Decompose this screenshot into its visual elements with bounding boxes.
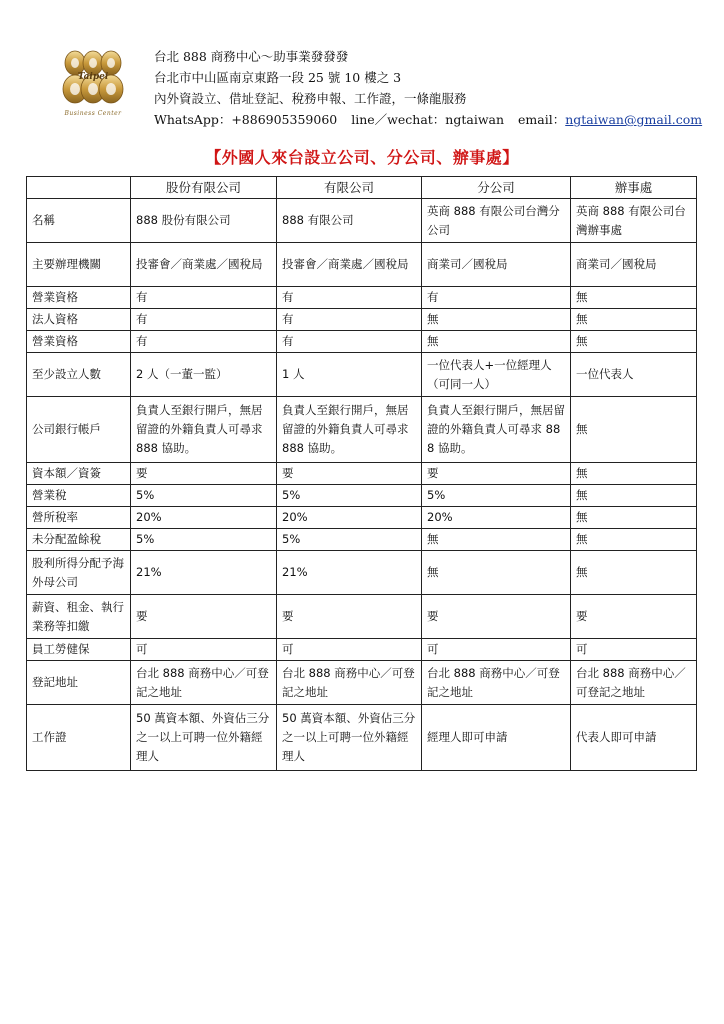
table-cell: 無 <box>422 529 571 551</box>
column-header: 股份有限公司 <box>131 177 277 199</box>
table-cell: 台北 888 商務中心／可登記之地址 <box>277 661 422 705</box>
row-label-cell: 薪資、租金、執行業務等扣繳 <box>27 595 131 639</box>
table-row <box>27 331 697 353</box>
header-line-address: 台北市中山區南京東路一段 25 號 10 樓之 3 <box>154 70 402 85</box>
table-cell: 要 <box>422 595 571 639</box>
row-label-cell: 資本額／資簽 <box>27 463 131 485</box>
table-cell: 21% <box>131 551 277 595</box>
table-row <box>27 199 697 243</box>
table-cell: 英商 888 有限公司台灣分公司 <box>422 199 571 243</box>
row-label-cell: 至少設立人數 <box>27 353 131 397</box>
svg-text:Taipei: Taipei <box>77 72 109 82</box>
table-row <box>27 705 697 771</box>
table-row <box>27 287 697 309</box>
table-cell: 21% <box>277 551 422 595</box>
row-label-cell: 名稱 <box>27 199 131 243</box>
table-body <box>27 199 697 771</box>
row-label-cell: 營業稅 <box>27 485 131 507</box>
logo-tagline: Business Center <box>64 110 122 117</box>
table-cell: 可 <box>277 639 422 661</box>
table-row <box>27 309 697 331</box>
table-cell: 負責人至銀行開戶，無居留證的外籍負責人可尋求 888 協助。 <box>422 397 571 463</box>
table-row <box>27 595 697 639</box>
page-title: 【外國人來台設立公司、分公司、辦事處】 <box>205 148 519 167</box>
line-wechat-id: line／wechat：ngtaiwan <box>351 112 505 127</box>
table-cell: 台北 888 商務中心／可登記之地址 <box>571 661 697 705</box>
table-cell: 5% <box>277 529 422 551</box>
table-cell: 商業司／國稅局 <box>571 243 697 287</box>
table-cell: 無 <box>422 551 571 595</box>
row-label-cell: 法人資格 <box>27 309 131 331</box>
table-cell: 無 <box>571 463 697 485</box>
table-row <box>27 551 697 595</box>
table-cell: 1 人 <box>277 353 422 397</box>
table-cell: 無 <box>571 485 697 507</box>
row-label-cell: 營所稅率 <box>27 507 131 529</box>
table-row <box>27 243 697 287</box>
comparison-table <box>26 176 697 771</box>
table-cell: 50 萬資本額、外資佔三分之一以上可聘一位外籍經理人 <box>277 705 422 771</box>
table-cell: 要 <box>277 595 422 639</box>
row-label-cell: 公司銀行帳戶 <box>27 397 131 463</box>
table-cell: 英商 888 有限公司台灣辦事處 <box>571 199 697 243</box>
table-cell: 要 <box>571 595 697 639</box>
table-cell: 有 <box>277 287 422 309</box>
table-cell: 有 <box>131 309 277 331</box>
company-header <box>154 46 702 130</box>
table-cell: 可 <box>131 639 277 661</box>
email-label: email： <box>518 112 566 127</box>
column-header: 辦事處 <box>571 177 697 199</box>
table-cell: 有 <box>422 287 571 309</box>
table-cell: 無 <box>571 551 697 595</box>
table-cell: 888 股份有限公司 <box>131 199 277 243</box>
table-cell: 有 <box>277 331 422 353</box>
table-cell: 一位代表人 <box>571 353 697 397</box>
table-cell: 有 <box>131 287 277 309</box>
table-row <box>27 485 697 507</box>
table-cell: 要 <box>277 463 422 485</box>
table-cell: 20% <box>422 507 571 529</box>
table-row <box>27 397 697 463</box>
table-cell: 無 <box>571 309 697 331</box>
table-cell: 5% <box>422 485 571 507</box>
table-cell: 商業司／國稅局 <box>422 243 571 287</box>
table-cell: 要 <box>422 463 571 485</box>
table-cell: 投審會／商業處／國稅局 <box>131 243 277 287</box>
table-cell: 5% <box>277 485 422 507</box>
row-label-cell: 營業資格 <box>27 331 131 353</box>
table-cell: 20% <box>131 507 277 529</box>
table-cell: 50 萬資本額、外資佔三分之一以上可聘一位外籍經理人 <box>131 705 277 771</box>
table-cell: 一位代表人+一位經理人（可同一人） <box>422 353 571 397</box>
business-center-logo <box>56 46 130 124</box>
table-cell: 台北 888 商務中心／可登記之地址 <box>422 661 571 705</box>
table-cell: 負責人至銀行開戶，無居留證的外籍負責人可尋求 888 協助。 <box>131 397 277 463</box>
table-cell: 負責人至銀行開戶，無居留證的外籍負責人可尋求 888 協助。 <box>277 397 422 463</box>
table-cell: 無 <box>571 507 697 529</box>
table-cell: 888 有限公司 <box>277 199 422 243</box>
table-cell: 無 <box>422 331 571 353</box>
table-cell: 無 <box>571 331 697 353</box>
row-label-cell: 營業資格 <box>27 287 131 309</box>
header-line-services: 內外資設立、借址登記、稅務申報、工作證，一條龍服務 <box>154 91 467 106</box>
column-header: 有限公司 <box>277 177 422 199</box>
row-label-cell: 登記地址 <box>27 661 131 705</box>
table-cell: 要 <box>131 463 277 485</box>
table-header-row <box>27 177 697 199</box>
table-cell: 無 <box>571 287 697 309</box>
row-label-cell: 未分配盈餘稅 <box>27 529 131 551</box>
table-row <box>27 639 697 661</box>
table-cell: 5% <box>131 529 277 551</box>
row-label-cell: 股利所得分配予海外母公司 <box>27 551 131 595</box>
table-cell: 投審會／商業處／國稅局 <box>277 243 422 287</box>
row-label-cell: 工作證 <box>27 705 131 771</box>
table-cell: 5% <box>131 485 277 507</box>
table-cell: 可 <box>422 639 571 661</box>
table-row <box>27 353 697 397</box>
logo-888-mark <box>56 46 130 108</box>
table-cell: 可 <box>571 639 697 661</box>
column-header <box>27 177 131 199</box>
table-cell: 2 人（一董一監） <box>131 353 277 397</box>
header-line-contact <box>154 109 702 130</box>
table-row <box>27 463 697 485</box>
row-label-cell: 員工勞健保 <box>27 639 131 661</box>
table-cell: 無 <box>571 529 697 551</box>
table-cell: 有 <box>131 331 277 353</box>
table-cell: 代表人即可申請 <box>571 705 697 771</box>
table-row <box>27 661 697 705</box>
whatsapp-number: WhatsApp：+886905359060 <box>154 112 338 127</box>
table-row <box>27 529 697 551</box>
header-line-name: 台北 888 商務中心～助事業發發發 <box>154 49 349 64</box>
column-header: 分公司 <box>422 177 571 199</box>
table-cell: 台北 888 商務中心／可登記之地址 <box>131 661 277 705</box>
table-cell: 20% <box>277 507 422 529</box>
table-cell: 經理人即可申請 <box>422 705 571 771</box>
table-cell: 要 <box>131 595 277 639</box>
table-cell: 無 <box>422 309 571 331</box>
table-cell: 無 <box>571 397 697 463</box>
table-cell: 有 <box>277 309 422 331</box>
table-row <box>27 507 697 529</box>
row-label-cell: 主要辦理機關 <box>27 243 131 287</box>
email-link[interactable]: ngtaiwan@gmail.com <box>565 112 703 127</box>
